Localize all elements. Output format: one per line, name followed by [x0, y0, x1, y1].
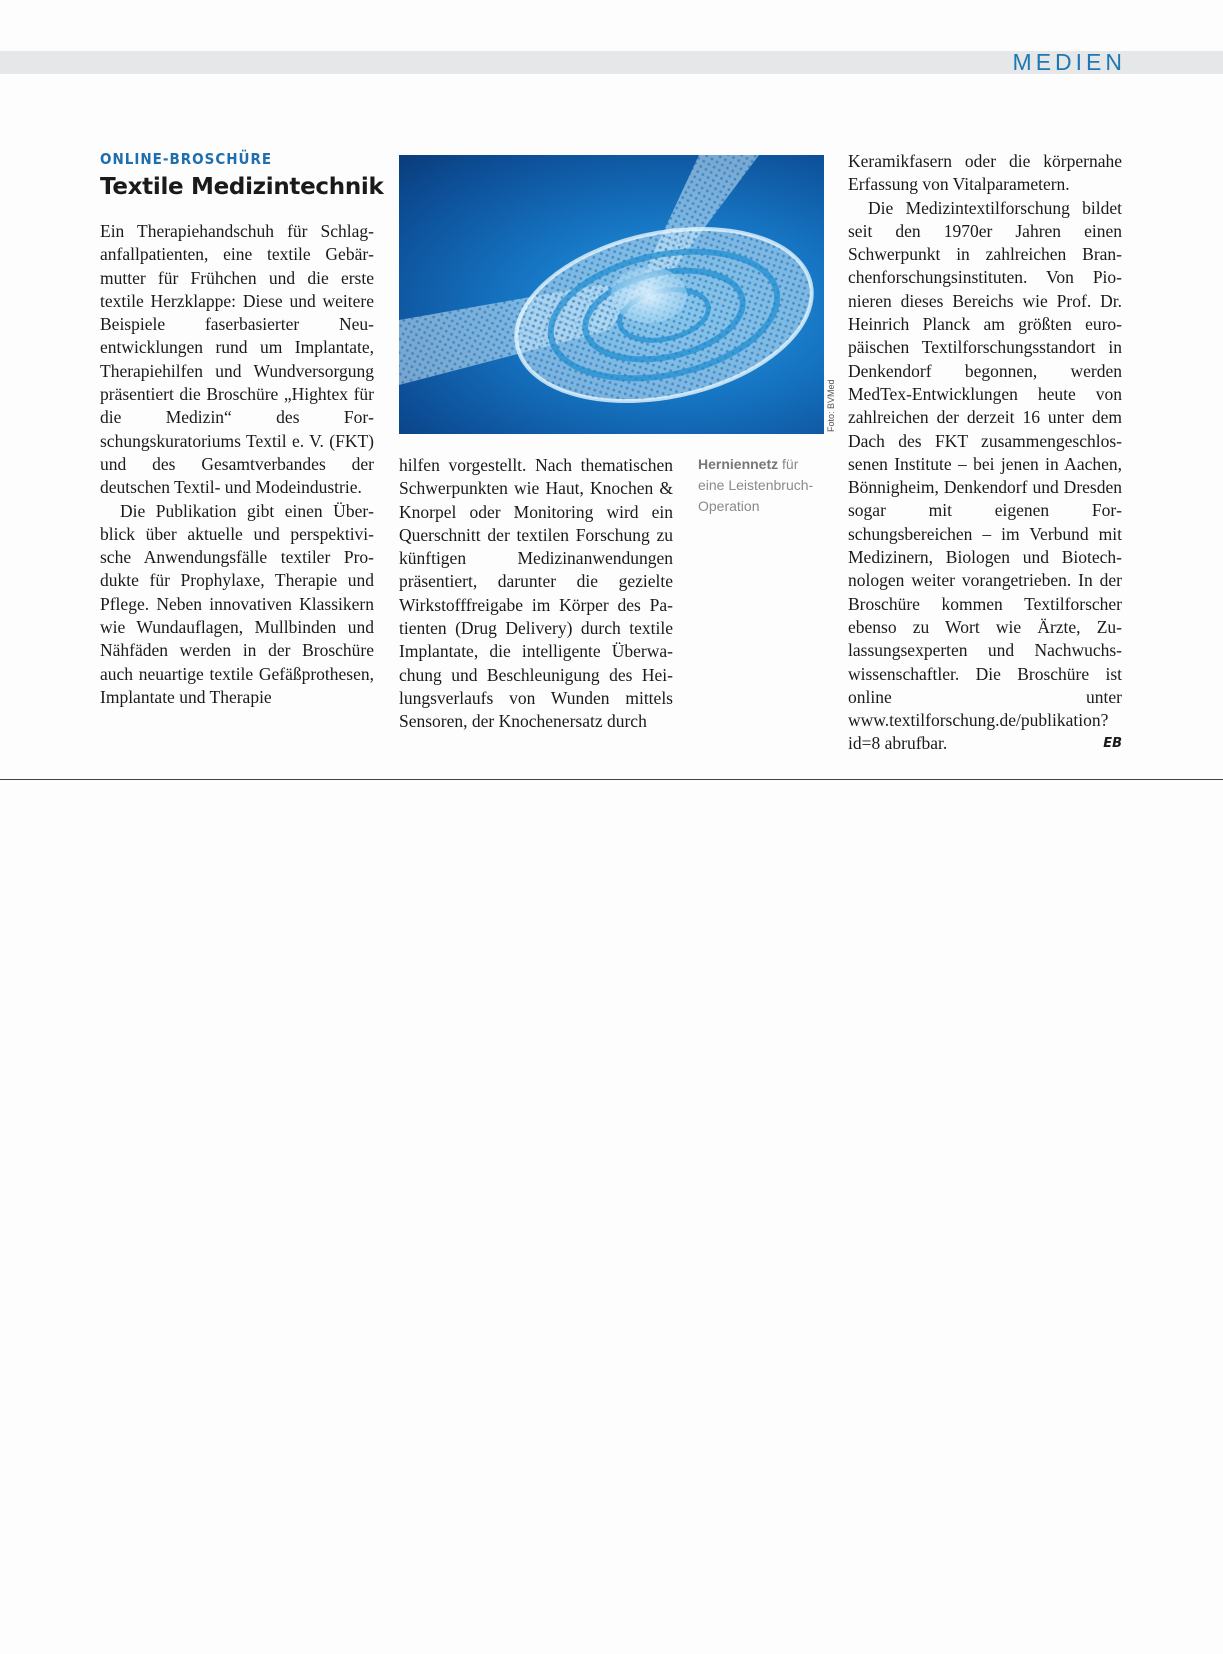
caption-text: für eine Leistenbruch-Operation	[698, 456, 814, 514]
paragraph: Keramikfasern oder die körpernahe Erfassung von Vitalparametern.	[848, 151, 1122, 195]
article-title: Textile Medizintechnik	[100, 174, 384, 200]
mesh-illustration	[399, 155, 824, 434]
paragraph: Ein Therapiehandschuh für Schlaganfallpatienten, eine textile Gebärmutter für Frühchen und die erste textile Herzklappe: Diese und weitere Beispiele faserbasierter Neuentwicklungen rund um Implantate, Therapiehilfen und Wundversorgung präsentiert die Broschüre „Hightex für die Medizin“ des Forschungskuratoriums Textil e. V. (FKT) und des Gesamtverbandes der deutschen Textil- und Modeindustrie.	[100, 221, 374, 498]
photo-credit: Foto: BVMed	[826, 379, 836, 432]
caption-bold: Herniennetz	[698, 456, 779, 472]
text-column-2	[399, 454, 673, 734]
photo-caption	[698, 454, 828, 517]
paragraph: Die Publikation gibt einen Überblick über aktuelle und perspektivische Anwendungsfälle textiler Produkte für Prophylaxe, Therapie und Pflege. Neben innovativen Klassikern wie Wundauflagen, Mullbinden und Nähfäden werden in der Broschüre auch neuartige textile Gefäßprothesen, Implantate und Therapie	[100, 500, 374, 707]
page-divider	[0, 779, 1223, 780]
author-signature: EB	[1103, 736, 1122, 752]
paragraph-text: Die Medizintextilforschung bildet seit den 1970er Jahren einen Schwerpunkt in zahlreichen Branchenforschungsinstituten. Von Pionieren dieses Bereichs wie Prof. Dr. Heinrich Planck am größten europäischen Textilforschungsstandort in Denkendorf begonnen, werden MedTex-Entwicklungen heute von zahlreichen der derzeit 16 unter dem Dach des FKT zusammengeschlossenen Institute – bei jenen in Aachen, Bönnigheim, Denkendorf und Dresden sogar mit eigenen Forschungsbereichen – im Verbund mit Medizinern, Biologen und Biotechnologen weiter vorangetrieben. In der Broschüre kommen Textilforscher ebenso zu Wort wie Ärzte, Zulassungsexperten und Nachwuchswissenschaftler. Die Broschüre ist online unter www.textilforschung.de/publikation?id=8 abrufbar.	[848, 197, 1122, 754]
hernia-mesh-photo	[399, 155, 824, 434]
paragraph: hilfen vorgestellt. Nach thematischen Schwerpunkten wie Haut, Knochen & Knorpel oder Monitoring wird ein Querschnitt der textilen Forschung zu künftigen Medizinanwendungen präsentiert, darunter die gezielte Wirkstofffreigabe im Körper des Patienten (Drug Delivery) durch textile Implantate, die intelligente Überwachung und Beschleunigung des Heilungsverlaufs von Wunden mittels Sensoren, der Knochenersatz durch	[399, 455, 673, 732]
text-column-1	[100, 220, 374, 709]
paragraph	[848, 197, 1122, 756]
text-column-3	[848, 150, 1122, 756]
article-kicker: ONLINE-BROSCHÜRE	[100, 150, 273, 168]
section-label: MEDIEN	[1012, 49, 1126, 75]
